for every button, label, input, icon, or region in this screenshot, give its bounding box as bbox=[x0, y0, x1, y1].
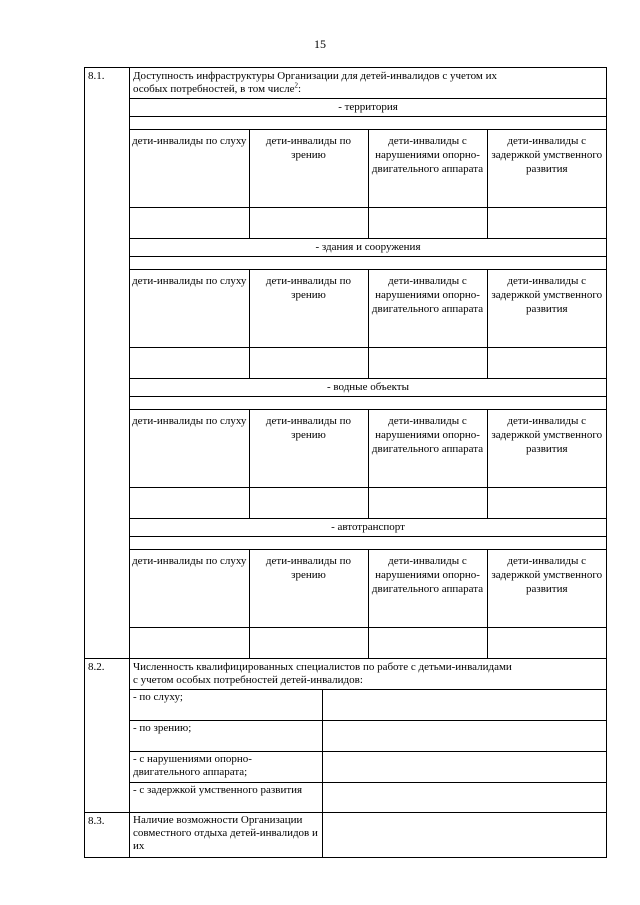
column-header: дети-инвалиды с нарушениями опорно-двигательного аппарата bbox=[368, 410, 487, 488]
spacer bbox=[130, 117, 606, 130]
section-8-3-row bbox=[85, 813, 607, 858]
data-cell[interactable] bbox=[130, 488, 249, 519]
specialist-value-cell[interactable] bbox=[322, 782, 606, 812]
section-title-line1: Доступность инфраструктуры Организации для детей-инвалидов с учетом их bbox=[133, 70, 497, 82]
accessibility-table bbox=[84, 67, 607, 858]
specialist-row-label: - по слуху; bbox=[130, 690, 322, 720]
specialist-value-cell[interactable] bbox=[322, 720, 606, 751]
column-header: дети-инвалиды по зрению bbox=[249, 270, 368, 348]
section-number: 8.1. bbox=[85, 68, 130, 659]
data-cell[interactable] bbox=[249, 208, 368, 239]
specialist-row-label: - по зрению; bbox=[130, 720, 322, 751]
specialists-table bbox=[130, 690, 606, 812]
spacer bbox=[130, 257, 606, 270]
section-8-1-row bbox=[85, 68, 607, 99]
section-8-2-row bbox=[85, 659, 607, 690]
subsections-table bbox=[130, 99, 606, 658]
specialist-row-label: - с нарушениями опорно-двигательного аппарата; bbox=[130, 751, 322, 782]
column-header: дети-инвалиды по слуху bbox=[130, 130, 249, 208]
subsection-title: - территория bbox=[130, 99, 606, 117]
column-header: дети-инвалиды с задержкой умственного развития bbox=[487, 550, 606, 628]
value-cell[interactable] bbox=[322, 813, 606, 857]
column-header: дети-инвалиды с задержкой умственного развития bbox=[487, 410, 606, 488]
specialist-value-cell[interactable] bbox=[322, 690, 606, 720]
title-suffix: : bbox=[297, 83, 302, 95]
spacer bbox=[130, 537, 606, 550]
section-8-3-cell bbox=[130, 813, 607, 858]
data-cell[interactable] bbox=[368, 628, 487, 659]
column-header: дети-инвалиды с нарушениями опорно-двигательного аппарата bbox=[368, 130, 487, 208]
column-header: дети-инвалиды с задержкой умственного развития bbox=[487, 130, 606, 208]
data-cell[interactable] bbox=[368, 208, 487, 239]
section-title-line1: Численность квалифицированных специалистов по работе с детьми-инвалидами bbox=[133, 661, 512, 673]
specialist-row-label: - с задержкой умственного развития bbox=[130, 782, 322, 812]
data-cell[interactable] bbox=[130, 628, 249, 659]
spacer bbox=[130, 397, 606, 410]
footnote-mark: 2 bbox=[294, 81, 298, 90]
section-title-line2: особых потребностей, в том числе bbox=[133, 83, 295, 95]
data-cell[interactable] bbox=[487, 488, 606, 519]
data-cell[interactable] bbox=[130, 348, 249, 379]
column-header: дети-инвалиды по слуху bbox=[130, 410, 249, 488]
column-header: дети-инвалиды по зрению bbox=[249, 410, 368, 488]
data-cell[interactable] bbox=[368, 488, 487, 519]
column-header: дети-инвалиды с нарушениями опорно-двигательного аппарата bbox=[368, 270, 487, 348]
section-8-3-table bbox=[130, 813, 606, 857]
page-number: 15 bbox=[314, 37, 326, 51]
section-title bbox=[130, 68, 607, 99]
data-cell[interactable] bbox=[130, 208, 249, 239]
specialists-cell bbox=[130, 690, 607, 813]
data-cell[interactable] bbox=[487, 628, 606, 659]
column-header: дети-инвалиды по слуху bbox=[130, 270, 249, 348]
data-cell[interactable] bbox=[249, 628, 368, 659]
subsections-cell bbox=[130, 99, 607, 659]
subsection-title: - здания и сооружения bbox=[130, 239, 606, 257]
column-header: дети-инвалиды по зрению bbox=[249, 550, 368, 628]
data-cell[interactable] bbox=[487, 208, 606, 239]
subsection-title: - автотранспорт bbox=[130, 519, 606, 537]
section-number: 8.2. bbox=[85, 659, 130, 813]
section-title: Наличие возможности Организации совместного отдыха детей-инвалидов и их bbox=[130, 813, 322, 857]
data-cell[interactable] bbox=[368, 348, 487, 379]
column-header: дети-инвалиды по слуху bbox=[130, 550, 249, 628]
section-number: 8.3. bbox=[85, 813, 130, 858]
data-cell[interactable] bbox=[487, 348, 606, 379]
subsection-title: - водные объекты bbox=[130, 379, 606, 397]
section-title bbox=[130, 659, 607, 690]
column-header: дети-инвалиды с нарушениями опорно-двигательного аппарата bbox=[368, 550, 487, 628]
data-cell[interactable] bbox=[249, 348, 368, 379]
data-cell[interactable] bbox=[249, 488, 368, 519]
specialist-value-cell[interactable] bbox=[322, 751, 606, 782]
section-title-line2: с учетом особых потребностей детей-инвалидов: bbox=[133, 674, 363, 686]
column-header: дети-инвалиды с задержкой умственного развития bbox=[487, 270, 606, 348]
column-header: дети-инвалиды по зрению bbox=[249, 130, 368, 208]
